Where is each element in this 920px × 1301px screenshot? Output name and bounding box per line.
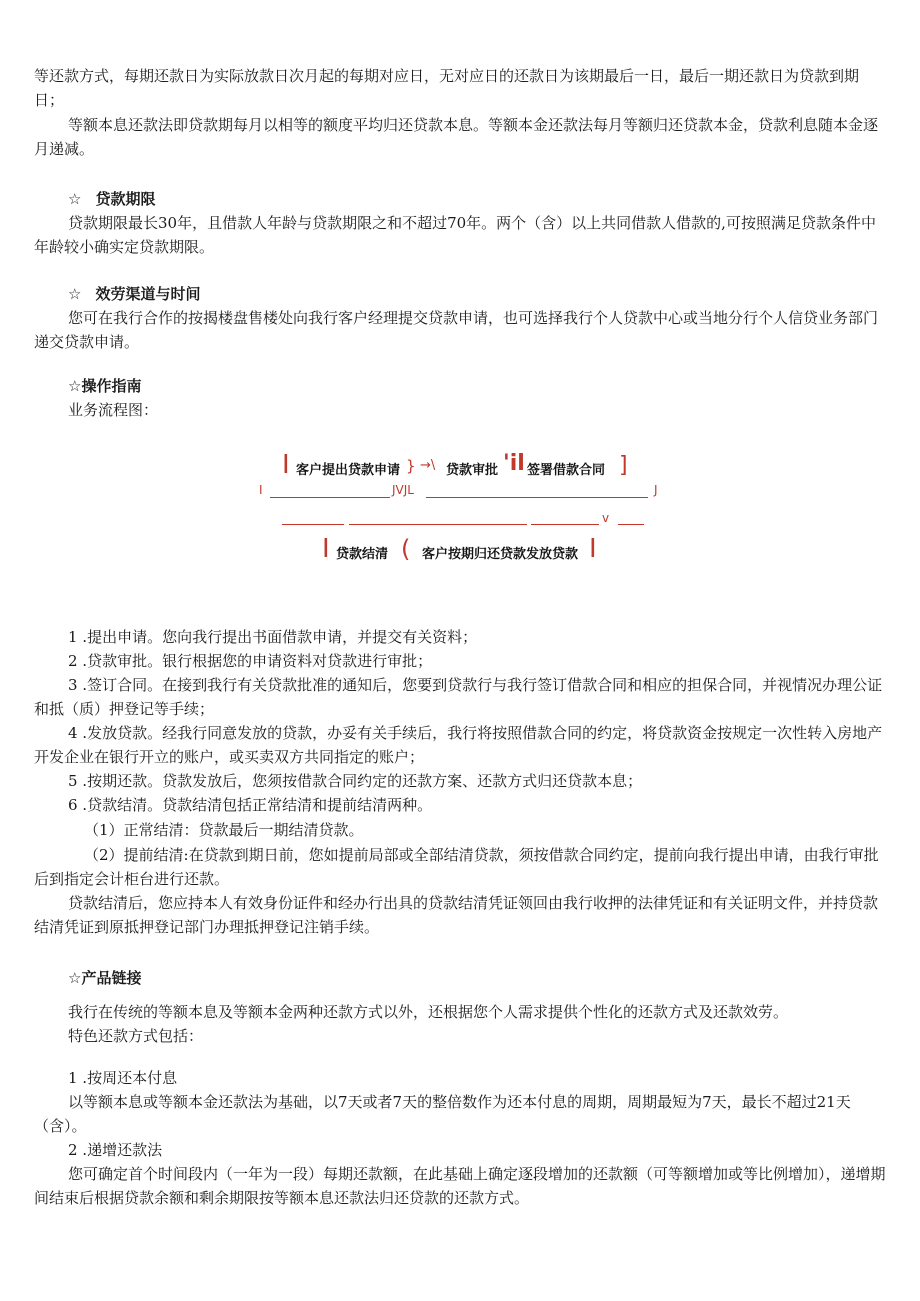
flow-arrow-icon: →\	[420, 458, 436, 473]
flow-connector-line	[426, 497, 648, 498]
intro-paragraph-2: 等额本息还款法即贷款期每月以相等的额度平均归还贷款本息。等额本金还款法每月等额归还贷款本金，贷款利息随本金逐月递减。	[34, 116, 879, 158]
heading-product-link-text: 产品链接	[81, 969, 142, 987]
flow-connector-line	[349, 524, 527, 525]
flow-tick-mid: JVJL	[392, 483, 414, 497]
flow-step-sign-contract: 签署借款合同	[527, 463, 606, 478]
flow-tick-left: I	[259, 483, 263, 497]
flow-top-end: ]	[619, 453, 628, 478]
step-2: 2 .贷款审批。银行根据您的申请资料对贷款进行审批；	[68, 652, 433, 670]
flow-bottom-end: I	[589, 534, 597, 564]
flow-connector-line	[282, 524, 344, 525]
star-icon: ☆	[68, 969, 82, 987]
intro-paragraph-1: 等还款方式，每期还款日为实际放款日次月起的每期对应日，无对应日的还款日为该期最后一日，最后一期还款日为贷款到期日；	[34, 67, 860, 109]
product-item-1-body: 以等额本息或等额本金还款法为基础，以7天或者7天的整倍数作为还本付息的周期，周期最短为7天，最长不超过21天（含）。	[34, 1093, 851, 1135]
product-paragraph-2: 特色还款方式包括：	[68, 1027, 204, 1045]
heading-product-link	[68, 966, 141, 990]
heading-operation-guide	[68, 374, 141, 398]
heading-service-channel	[68, 282, 200, 306]
star-icon: ☆	[68, 377, 82, 395]
settle-early: （2）提前结清:在贷款到期日前，您如提前局部或全部结清贷款，须按借款合同约定，提前向我行提出申请，由我行审批后到指定会计柜台进行还款。	[34, 846, 879, 888]
star-icon: ☆	[68, 190, 82, 208]
flow-step-apply: 客户提出贷款申请	[296, 463, 401, 478]
flow-bottom-lead: I	[322, 534, 330, 564]
product-item-1-title: 1 .按周还本付息	[68, 1069, 178, 1087]
heading-loan-term	[68, 187, 155, 211]
flow-sep-2: 'il	[503, 451, 525, 476]
flow-step-repay-disburse: 客户按期归还贷款发放贷款	[422, 547, 579, 562]
settle-normal: （1）正常结清：贷款最后一期结清贷款。	[84, 821, 364, 839]
flow-connector-line	[618, 524, 644, 525]
flow-connector-line	[531, 524, 599, 525]
heading-service-channel-text: 效劳渠道与时间	[95, 285, 201, 303]
step-6: 6 .贷款结清。贷款结清包括正常结清和提前结清两种。	[68, 796, 433, 814]
step-3: 3 .签订合同。在接到我行有关贷款批准的通知后，您要到贷款行与我行签订借款合同和相应的担保合同，并视情况办理公证和抵（质）押登记等手续；	[34, 676, 883, 718]
step-4: 4 .发放贷款。经我行同意发放的贷款，办妥有关手续后，我行将按照借款合同的约定，将贷款资金按规定一次性转入房地产开发企业在银行开立的账户，或买卖双方共同指定的账户；	[34, 724, 883, 766]
flow-sep-1: }	[406, 457, 416, 475]
product-item-2-title: 2 .递增还款法	[68, 1141, 163, 1159]
after-settle-paragraph: 贷款结清后，您应持本人有效身份证件和经办行出具的贷款结清凭证领回由我行收押的法律凭证和有关证明文件，并持贷款结清凭证到原抵押登记部门办理抵押登记注销手续。	[34, 894, 879, 936]
flow-tick-right: J	[654, 483, 658, 497]
loan-term-paragraph: 贷款期限最长30年，且借款人年龄与贷款期限之和不超过70年。两个（含）以上共同借款人借款的,可按照满足贷款条件中年龄较小确实定贷款期限。	[34, 214, 876, 256]
step-1: 1 .提出申请。您向我行提出书面借款申请，并提交有关资料；	[68, 628, 478, 646]
product-item-2-body: 您可确定首个时间段内（一年为一段）每期还款额，在此基础上确定逐段增加的还款额（可等额增加或等比例增加），递增期间结束后根据贷款余额和剩余期限按等额本息还款法归还贷款的还款方式。	[34, 1165, 886, 1207]
flow-step-settle: 贷款结清	[336, 547, 389, 562]
flow-top-lead: I	[282, 450, 290, 480]
product-paragraph-1: 我行在传统的等额本息及等额本金两种还款方式以外，还根据您个人需求提供个性化的还款方式及还款效劳。	[68, 1003, 789, 1021]
flowchart-label: 业务流程图：	[68, 401, 159, 419]
service-channel-paragraph: 您可在我行合作的按揭楼盘售楼处向我行客户经理提交贷款申请，也可选择我行个人贷款中心或当地分行个人信贷业务部门递交贷款申请。	[34, 309, 879, 351]
step-5: 5 .按期还款。贷款发放后，您须按借款合同约定的还款方案、还款方式归还贷款本息；	[68, 772, 643, 790]
heading-operation-guide-text: 操作指南	[81, 377, 142, 395]
flow-paren: (	[401, 535, 411, 563]
flow-step-review: 贷款审批	[446, 463, 499, 478]
star-icon: ☆	[68, 285, 82, 303]
flow-tick-v: v	[602, 511, 610, 525]
flow-connector-line	[270, 497, 390, 498]
heading-loan-term-text: 贷款期限	[95, 190, 156, 208]
business-flowchart	[250, 448, 670, 578]
